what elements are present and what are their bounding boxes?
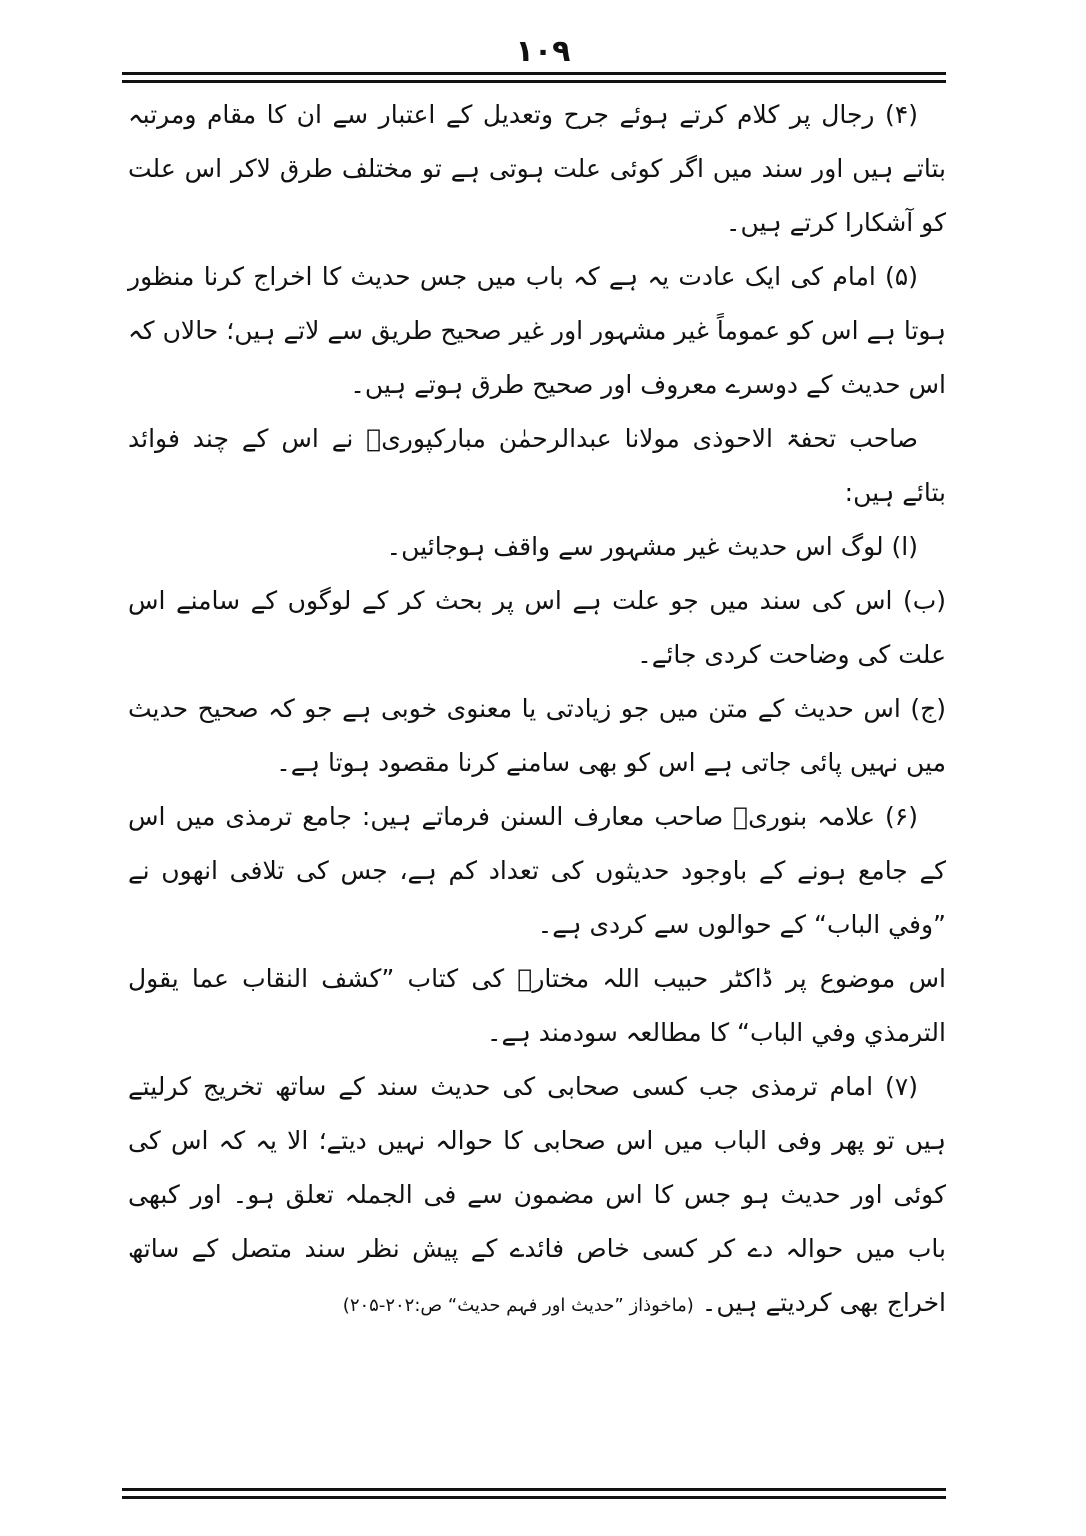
paragraph-5: (۵) امام کی ایک عادت یہ ہے کہ باب میں جس حدیث کا اخراج کرنا منظور ہوتا ہے اس کو عموماً غیر مشہور اور غیر صحیح طریق سے لاتے ہیں؛ حالاں کہ اس حدیث کے دوسرے معروف اور صحیح طرق ہوتے ہیں۔: [128, 262, 946, 399]
paragraph-7-text: (۷) امام ترمذی جب کسی صحابی کی حدیث سند کے ساتھ تخریج کرلیتے ہیں تو پھر وفی الباب میں اس صحابی کا حوالہ نہیں دیتے؛ الا یہ کہ اس کی کوئی اور حدیث ہو جس کا اس مضمون سے فی الجملہ تعلق ہو۔ اور کبھی باب میں حوالہ دے کر کسی خاص فائدے کے پیش نظر سند متصل کے ساتھ اخراج بھی کردیتے ہیں۔: [128, 1072, 946, 1317]
top-rule: [122, 80, 946, 83]
page-number: ١٠٩: [515, 34, 571, 69]
benefit-be: (ب) اس کی سند میں جو علت ہے اس پر بحث کر کے لوگوں کے سامنے اس علت کی وضاحت کردی جائے۔: [128, 586, 946, 669]
paragraph-6: (۶) علامہ بنوریؒ صاحب معارف السنن فرماتے ہیں: جامع ترمذی میں اس کے جامع ہونے کے باوجود حدیثوں کی تعداد کم ہے، جس کی تلافی انھوں نے ”وفي الباب“ کے حوالوں سے کردی ہے۔: [128, 802, 946, 939]
paragraph-4: (۴) رجال پر کلام کرتے ہوئے جرح وتعدیل کے اعتبار سے ان کا مقام ومرتبہ بتاتے ہیں اور سند میں اگر کوئی علت ہوتی ہے تو مختلف طرق لاکر اس علت کو آشکارا کرتے ہیں۔: [128, 100, 946, 237]
page-body: [128, 88, 946, 1468]
paragraph-7: [128, 1060, 946, 1333]
benefit-alif: (ا) لوگ اس حدیث غیر مشہور سے واقف ہوجائیں۔: [386, 532, 918, 561]
bottom-rule: [122, 1488, 946, 1491]
top-rule: [122, 72, 946, 75]
source-note: (ماخوذاز ”حدیث اور فہم حدیث“ ص:۲۰۲-۲۰۵): [342, 1295, 694, 1316]
benefit-jeem: (ج) اس حدیث کے متن میں جو زیادتی یا معنوی خوبی ہے جو کہ صحیح حدیث میں نہیں پائی جاتی ہے اس کو بھی سامنے کرنا مقصود ہوتا ہے۔: [128, 694, 946, 777]
bottom-rule: [122, 1496, 946, 1499]
paragraph-tuhfa: صاحب تحفۃ الاحوذی مولانا عبدالرحمٰن مبارکپوریؒ نے اس کے چند فوائد بتائے ہیں:: [128, 424, 946, 507]
paragraph-book-reference: اس موضوع پر ڈاکٹر حبیب اللہ مختارؒ کی کتاب ”کشف النقاب عما يقول الترمذي وفي الباب“ کا مطالعہ سودمند ہے۔: [128, 964, 946, 1047]
